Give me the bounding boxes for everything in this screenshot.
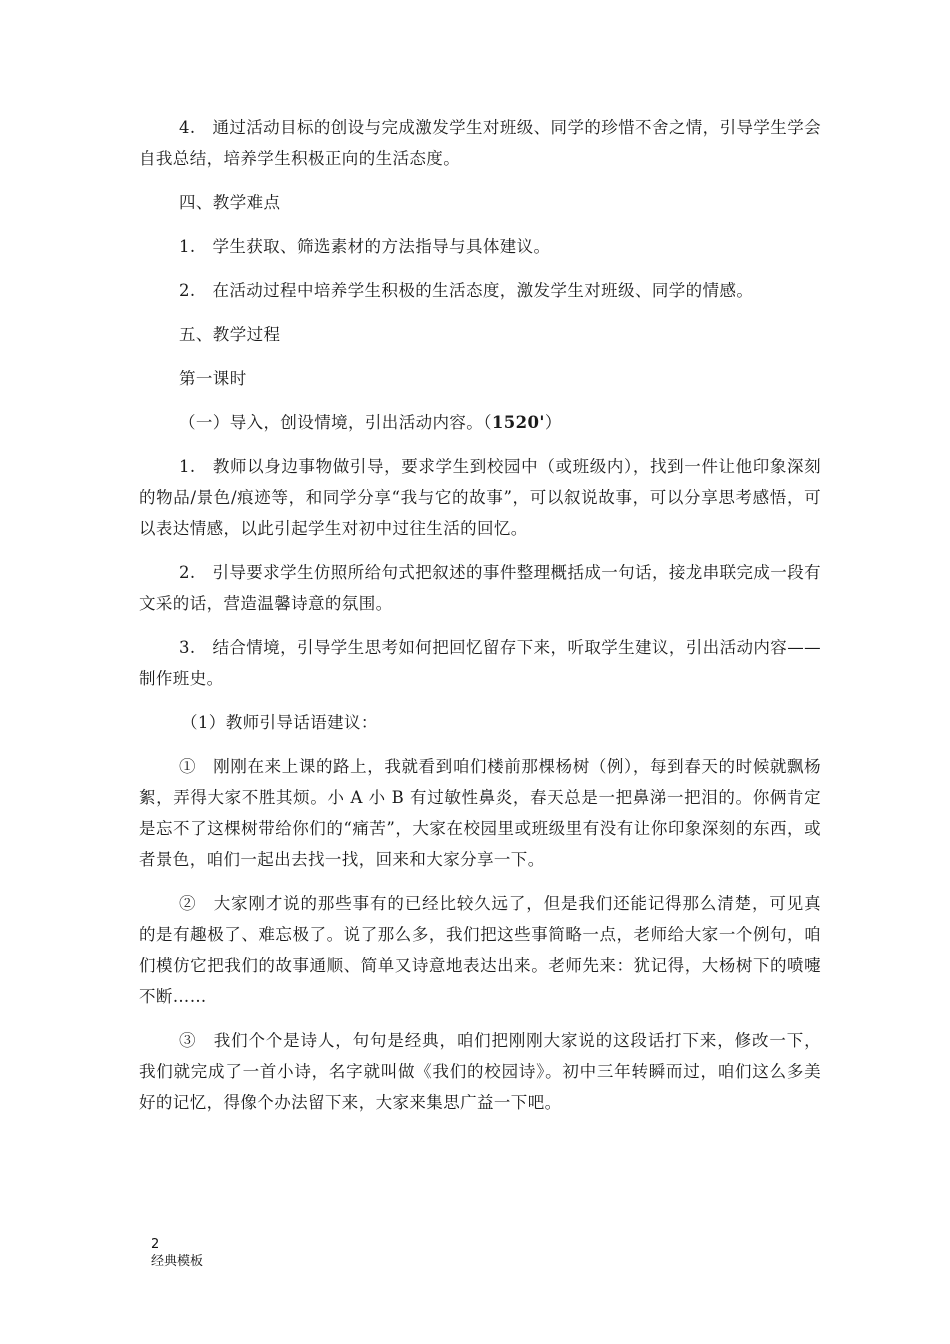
page-number: 2 <box>151 1237 160 1252</box>
section-heading-teaching-difficulties: 四、教学难点 <box>179 193 281 212</box>
template-label: 经典模板 <box>151 1254 204 1269</box>
subsection-heading-close: ） <box>544 413 562 432</box>
subsection-heading-introduction <box>139 407 821 438</box>
guidance-item-1: ① 刚刚在来上课的路上，我就看到咱们楼前那棵杨树（例），每到春天的时候就飘杨絮，弄得大家不胜其烦。小 A 小 B 有过敏性鼻炎，春天总是一把鼻涕一把泪的。你俩肯定是忘不了这棵树带给你们的“痛苦”，大家在校园里或班级里有没有让你印象深刻的东西，或者景色，咱们一起出去找一找，回来和大家分享一下。 <box>139 757 821 869</box>
step-paragraph-3: 3. 结合情境，引导学生思考如何把回忆留存下来，听取学生建议，引出活动内容——制作班史。 <box>139 638 821 688</box>
difficulty-item-1: 1. 学生获取、筛选素材的方法指导与具体建议。 <box>179 237 551 256</box>
guidance-item-3: ③ 我们个个是诗人，句句是经典，咱们把刚刚大家说的这段话打下来，修改一下，我们就完成了一首小诗，名字就叫做《我们的校园诗》。初中三年转瞬而过，咱们这么多美好的记忆，得像个办法留下来，大家来集思广益一下吧。 <box>139 1031 821 1112</box>
duration-label: 1520' <box>491 413 545 432</box>
step-paragraph-2: 2. 引导要求学生仿照所给句式把叙述的事件整理概括成一句话，接龙串联完成一段有文采的话，营造温馨诗意的氛围。 <box>139 563 821 613</box>
section-heading-teaching-process: 五、教学过程 <box>179 325 281 344</box>
guidance-heading: （1）教师引导话语建议： <box>181 713 378 732</box>
objective-paragraph-4: 4. 通过活动目标的创设与完成激发学生对班级、同学的珍惜不舍之情，引导学生学会自我总结，培养学生积极正向的生活态度。 <box>139 118 821 168</box>
step-paragraph-1: 1. 教师以身边事物做引导，要求学生到校园中（或班级内），找到一件让他印象深刻的物品/景色/痕迹等，和同学分享“我与它的故事”，可以叙说故事，可以分享思考感悟，可以表达情感，以此引起学生对初中过往生活的回忆。 <box>139 457 821 538</box>
subsection-heading-text: （一）导入，创设情境，引出活动内容。（ <box>179 413 492 432</box>
page-body <box>139 112 821 1131</box>
guidance-item-2: ② 大家刚才说的那些事有的已经比较久远了，但是我们还能记得那么清楚，可见真的是有趣极了、难忘极了。说了那么多，我们把这些事简略一点，老师给大家一个例句，咱们模仿它把我们的故事通顺、简单又诗意地表达出来。老师先来：犹记得，大杨树下的喷嚏不断…… <box>139 894 821 1006</box>
difficulty-item-2: 2. 在活动过程中培养学生积极的生活态度，激发学生对班级、同学的情感。 <box>179 281 754 300</box>
page-footer <box>151 1236 203 1270</box>
lesson-label: 第一课时 <box>179 369 247 388</box>
